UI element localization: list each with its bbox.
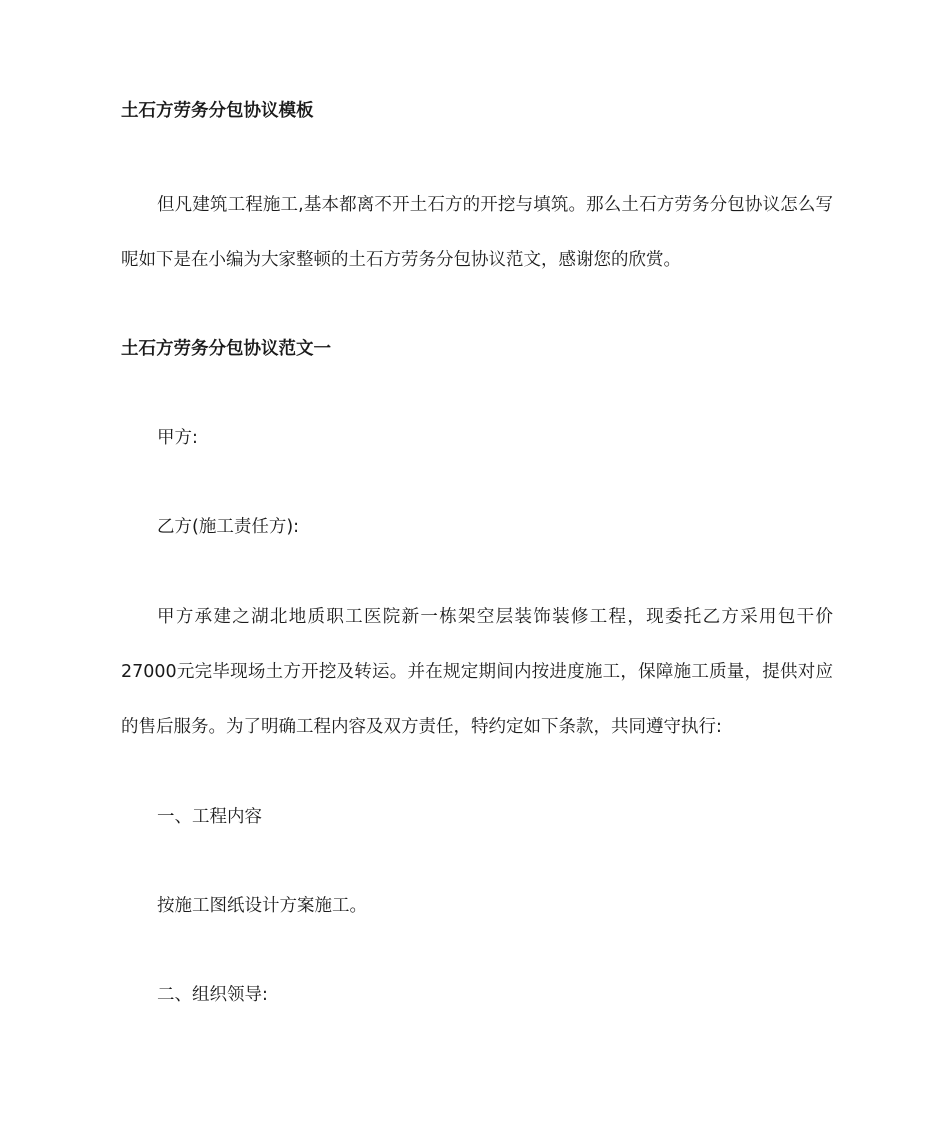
party-a-line: 甲方: [157,428,198,448]
clause-1-heading: 一、工程内容 [157,807,262,827]
clause-1-text: 按施工图纸设计方案施工。 [157,896,367,916]
body-paragraph: 甲方承建之湖北地质职工医院新一栋架空层装饰装修工程，现委托乙方采用包干价27000元完毕现场土方开挖及转运。并在规定期间内按进度施工，保障施工质量，提供对应的售后服务。为了明确工程内容及双方责任，特约定如下条款，共同遵守执行: [121,607,833,737]
section-heading: 土石方劳务分包协议范文一 [121,339,331,359]
intro-paragraph: 但凡建筑工程施工,基本都离不开土石方的开挖与填筑。那么土石方劳务分包协议怎么写呢如下是在小编为大家整顿的土石方劳务分包协议范文，感谢您的欣赏。 [121,195,833,270]
party-b-line: 乙方(施工责任方): [157,517,300,537]
document-title: 土石方劳务分包协议模板 [121,101,314,121]
clause-2-heading: 二、组织领导: [157,985,268,1005]
